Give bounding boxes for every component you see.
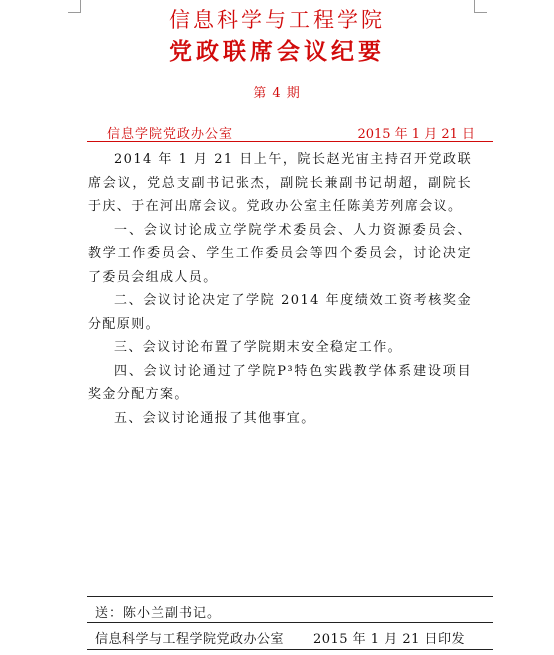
paragraph-item-3: 三、会议讨论布置了学院期末安全稳定工作。 xyxy=(114,340,403,355)
paragraph-intro: 2014 年 1 月 21 日上午，院长赵光宙主持召开党政联席会议，党总支副书记张杰，副院长兼副书记胡超，副院长于庆、于在河出席会议。党政办公室主任陈美芳列席会议。 xyxy=(88,152,472,214)
footer-rule-top xyxy=(87,596,493,597)
paragraph-item-4: 四、会议讨论通过了学院P³特色实践教学体系建设项目奖金分配方案。 xyxy=(88,363,472,402)
footer-office: 信息科学与工程学院党政办公室 xyxy=(95,632,285,647)
paragraph-item-5: 五、会议讨论通报了其他事宜。 xyxy=(114,410,316,426)
document-title: 党政联席会议纪要 xyxy=(169,38,385,65)
footer-rule-middle xyxy=(87,622,493,623)
paragraph-item-2: 二、会议讨论决定了学院 2014 年度绩效工资考核奖金分配原则。 xyxy=(88,293,472,332)
red-divider xyxy=(87,141,493,142)
cc-line: 送：陈小兰副书记。 xyxy=(95,606,222,621)
minutes-body xyxy=(88,148,472,430)
issuer-office: 信息学院党政办公室 xyxy=(107,127,234,142)
issue-number: 第 4 期 xyxy=(253,86,301,101)
paragraph-item-1: 一、会议讨论成立学院学术委员会、人力资源委员会、教学工作委员会、学生工作委员会等四个委员会，讨论决定了委员会组成人员。 xyxy=(88,222,472,285)
issuer-row xyxy=(107,123,487,141)
institution-heading: 信息科学与工程学院 xyxy=(169,8,385,32)
issue-date: 2015 年 1 月 21 日 xyxy=(357,127,475,142)
footer-date: 2015 年 1 月 21 日印发 xyxy=(312,632,465,647)
footer-rule-bottom xyxy=(87,649,493,650)
